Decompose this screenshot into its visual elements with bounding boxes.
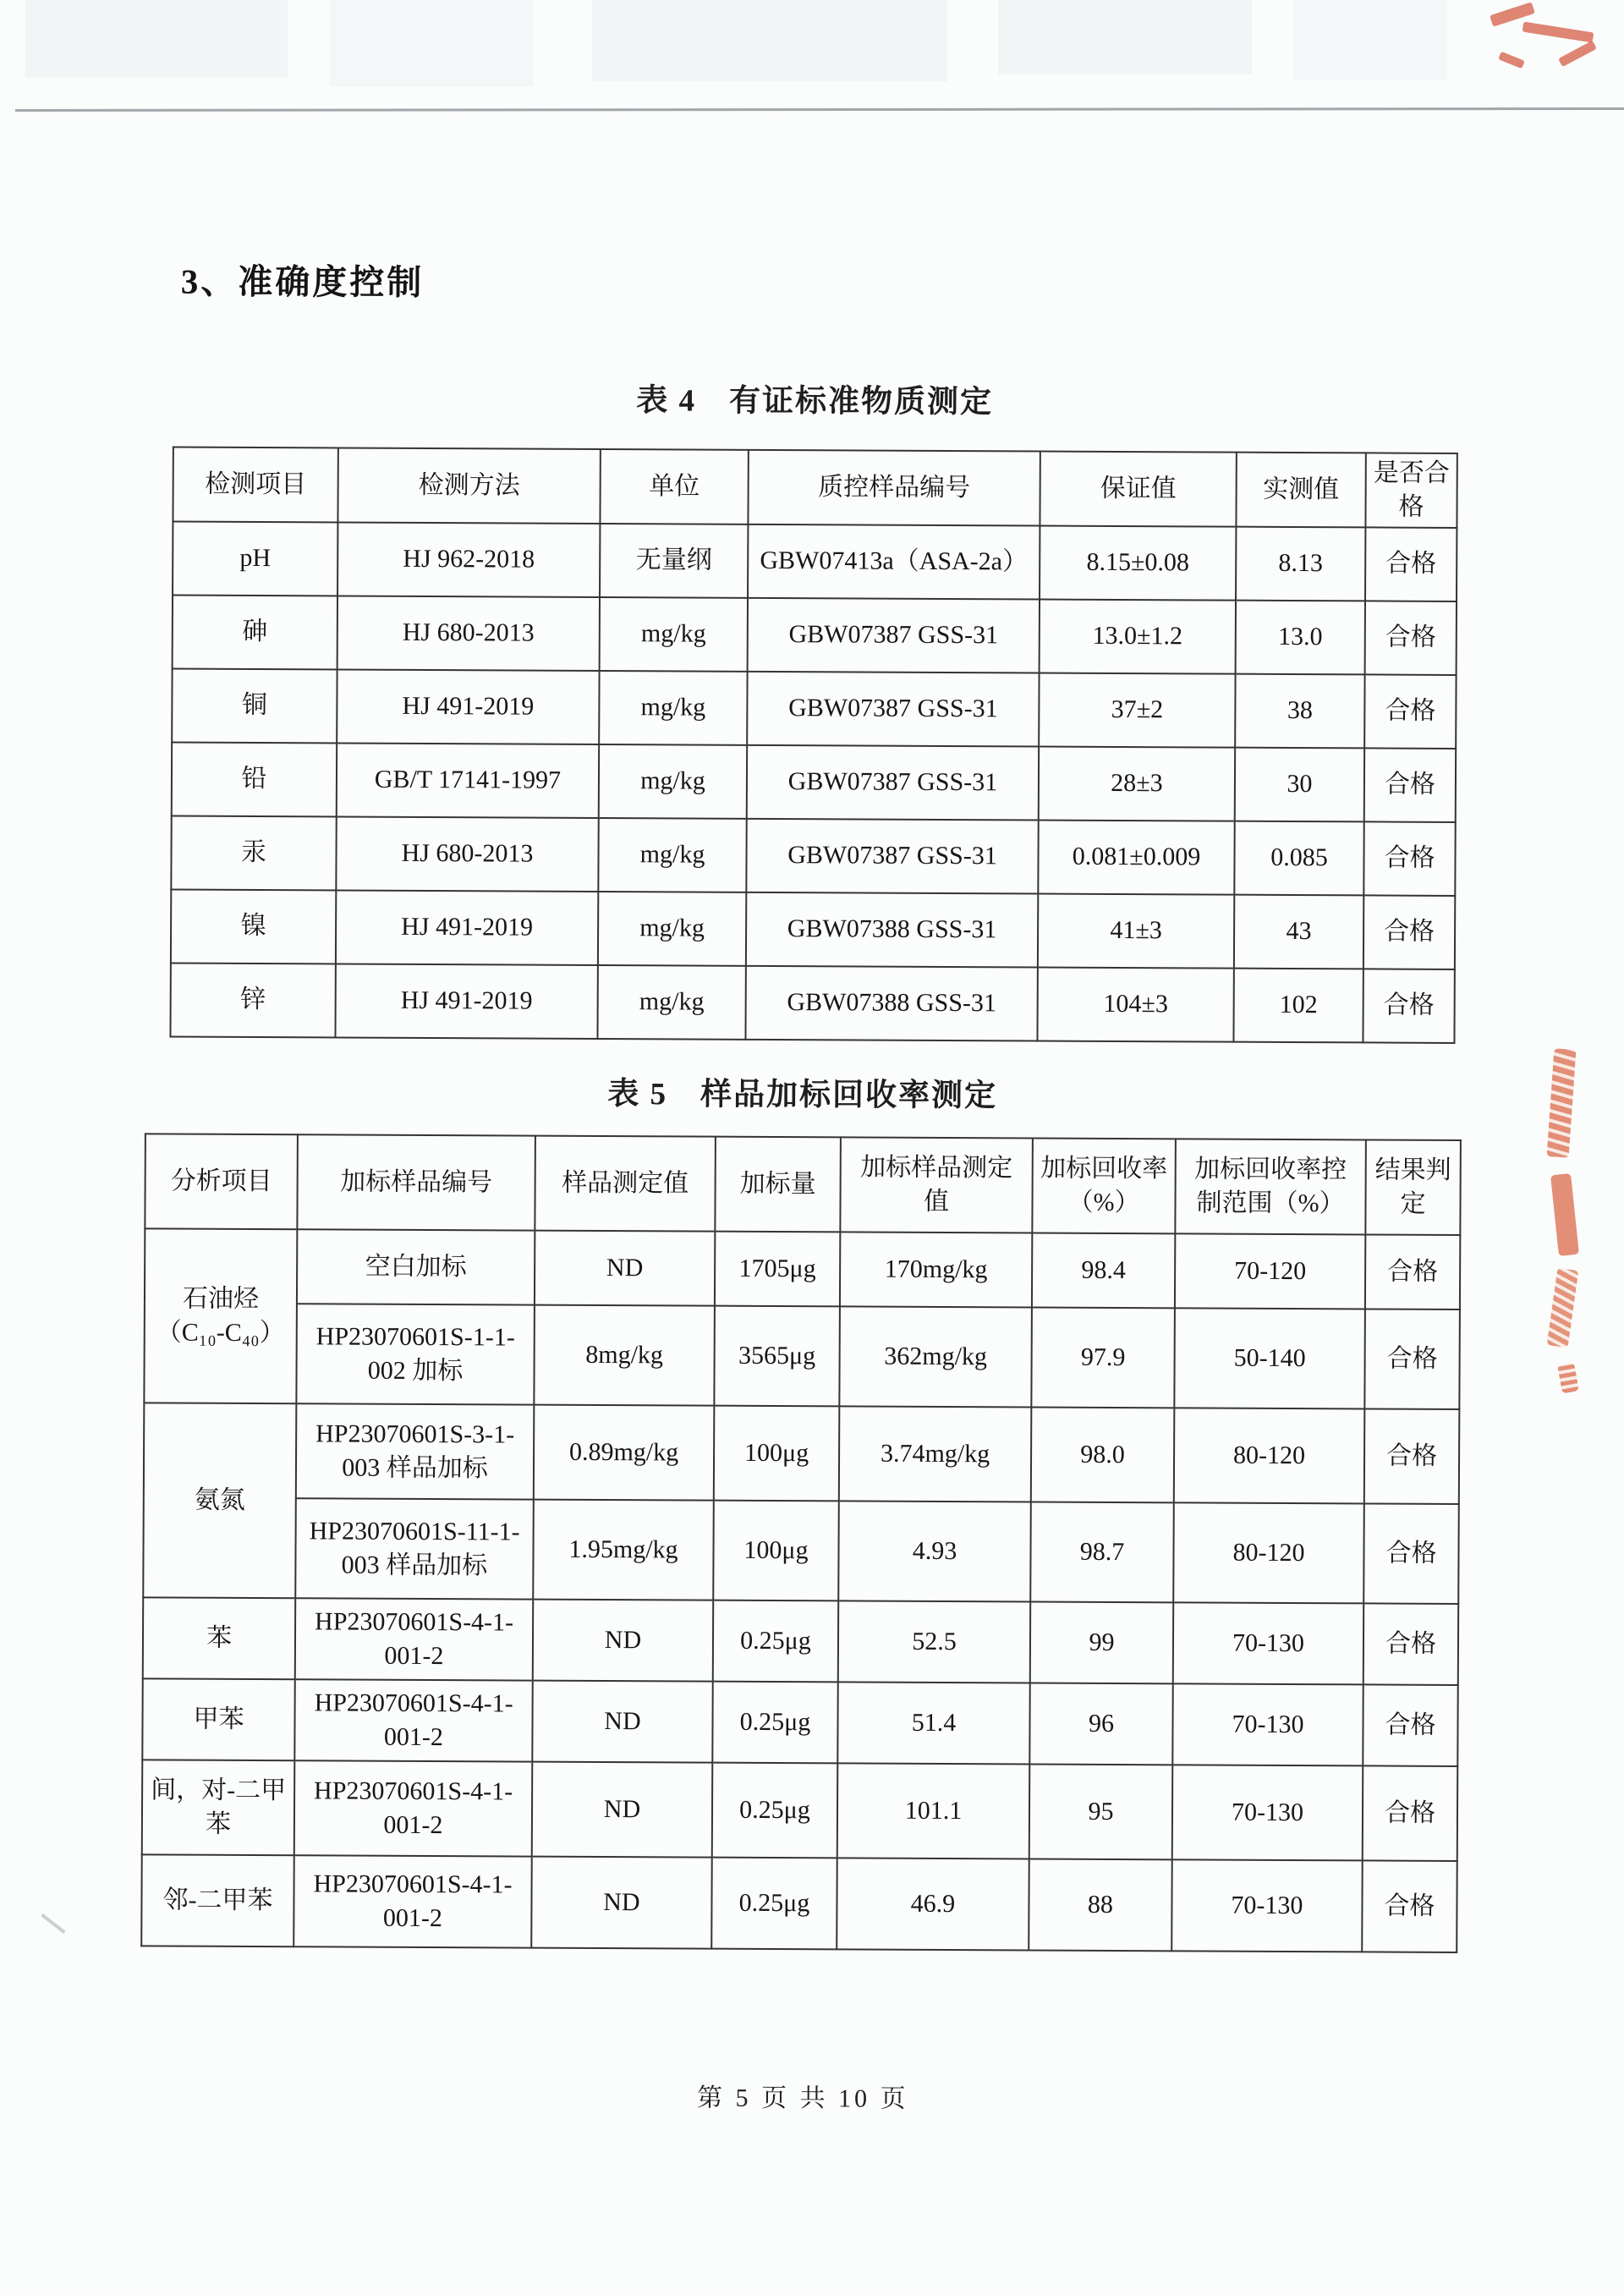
table-cell: 合格 (1363, 1765, 1458, 1861)
table-cell: 98.7 (1030, 1502, 1174, 1603)
table-cell: 0.085 (1234, 821, 1363, 896)
table-cell: 43 (1234, 895, 1363, 969)
table-cell: 98.0 (1031, 1408, 1175, 1503)
table-row (142, 1760, 1458, 1861)
table-cell: ND (533, 1600, 713, 1682)
table5-spike-recovery (140, 1133, 1462, 1953)
table-cell: 铜 (172, 669, 337, 744)
table-cell: 46.9 (837, 1858, 1029, 1950)
table-cell: 37±2 (1039, 673, 1235, 748)
table-cell: 3.74mg/kg (839, 1406, 1032, 1502)
column-header: 检测方法 (337, 447, 600, 524)
column-header: 加标样品测定值 (840, 1137, 1033, 1233)
table-cell: 8mg/kg (534, 1305, 715, 1406)
table-cell: 1.95mg/kg (533, 1500, 714, 1600)
table4-caption: 表 4 有证标准物质测定 (636, 383, 994, 420)
table-cell: mg/kg (600, 597, 748, 672)
table-cell: mg/kg (599, 744, 747, 819)
table-cell: GBW07388 GSS-31 (746, 892, 1038, 968)
table-cell: 70-130 (1172, 1683, 1363, 1765)
column-header: 加标样品编号 (297, 1134, 535, 1230)
table-cell: 70-130 (1173, 1602, 1363, 1684)
analyte-cell: 石油烃（C₁₀-C₄₀） (144, 1228, 297, 1403)
table-cell: GB/T 17141-1997 (337, 743, 599, 818)
table-cell: 100μg (713, 1501, 839, 1601)
table-cell: 51.4 (837, 1682, 1029, 1764)
table-cell: 合格 (1363, 1503, 1459, 1604)
column-header: 质控样品编号 (748, 450, 1040, 526)
table-cell: 合格 (1365, 601, 1457, 675)
table-cell: 0.25μg (711, 1858, 837, 1950)
table-cell: 0.89mg/kg (534, 1405, 715, 1501)
table-row (171, 890, 1455, 969)
table-cell: 3565μg (714, 1306, 840, 1407)
table-cell: ND (531, 1857, 712, 1949)
table-cell: mg/kg (598, 892, 746, 966)
table-row (173, 522, 1457, 601)
table-cell: 镍 (171, 890, 336, 964)
table-cell: HP23070601S-4-1-001-2 (294, 1679, 532, 1761)
table-row (170, 964, 1454, 1043)
column-header: 加标回收率控制范围（%） (1175, 1139, 1366, 1234)
table-row (141, 1854, 1457, 1952)
table-cell: 无量纲 (600, 524, 748, 598)
table-cell: 铅 (172, 743, 337, 817)
table-cell: mg/kg (598, 818, 746, 892)
table-cell: 41±3 (1038, 894, 1234, 969)
table-cell: mg/kg (597, 965, 745, 1040)
table-cell: 合格 (1364, 1309, 1460, 1409)
table-header-row (173, 447, 1457, 528)
table-cell: mg/kg (599, 671, 747, 745)
table-row (145, 1228, 1460, 1309)
table-cell: 汞 (171, 816, 336, 891)
table-cell: 0.25μg (712, 1763, 838, 1859)
table-cell: 38 (1235, 674, 1364, 749)
column-header: 样品测定值 (535, 1136, 716, 1232)
table-cell: HJ 491-2019 (337, 669, 599, 744)
table-cell: 101.1 (837, 1763, 1030, 1859)
table-header-row (145, 1134, 1461, 1235)
table-row (172, 743, 1456, 822)
table-row (173, 596, 1457, 675)
table-cell: 100μg (714, 1406, 840, 1502)
table-cell: 合格 (1365, 1234, 1460, 1309)
table-cell: HP23070601S-4-1-001-2 (295, 1598, 533, 1680)
table-cell: ND (532, 1762, 713, 1858)
table-cell: 合格 (1363, 969, 1454, 1043)
table-cell: HP23070601S-3-1-003 样品加标 (296, 1403, 535, 1499)
table-row (172, 669, 1456, 749)
table-cell: 70-130 (1172, 1765, 1363, 1860)
table-cell: GBW07387 GSS-31 (747, 745, 1039, 821)
table-cell: HJ 491-2019 (335, 964, 597, 1039)
table-cell: 8.13 (1236, 527, 1365, 601)
table-cell: HP23070601S-11-1-003 样品加标 (295, 1498, 534, 1599)
table-cell: ND (535, 1231, 715, 1306)
table-cell: 102 (1233, 969, 1363, 1043)
column-header: 分析项目 (145, 1134, 298, 1229)
table-cell: 170mg/kg (840, 1232, 1032, 1307)
analyte-cell: 邻-二甲苯 (141, 1854, 294, 1946)
table-row (142, 1678, 1457, 1766)
table-cell: 合格 (1364, 1408, 1460, 1504)
table-cell: 4.93 (838, 1501, 1031, 1601)
column-header: 保证值 (1040, 452, 1236, 527)
table-cell: pH (173, 522, 337, 596)
section-heading: 3、准确度控制 (180, 261, 425, 302)
table-cell: 95 (1029, 1765, 1173, 1860)
table-cell: HJ 491-2019 (336, 890, 598, 965)
table-cell: HJ 680-2013 (336, 816, 598, 892)
table-cell: 0.25μg (713, 1600, 838, 1683)
analyte-cell: 甲苯 (142, 1678, 294, 1760)
table-cell: 28±3 (1039, 747, 1235, 821)
table-cell: 合格 (1363, 1684, 1457, 1766)
table-cell: HP23070601S-4-1-001-2 (294, 1760, 533, 1856)
table-cell: 97.9 (1031, 1308, 1175, 1408)
table-row (143, 1597, 1458, 1685)
table-row (143, 1497, 1459, 1604)
column-header: 加标回收率（%） (1032, 1139, 1176, 1234)
table-cell: GBW07387 GSS-31 (746, 819, 1038, 894)
table-cell: 104±3 (1037, 968, 1233, 1042)
table-cell: 52.5 (838, 1600, 1030, 1683)
table-cell: 50-140 (1174, 1308, 1365, 1408)
table-row (144, 1403, 1460, 1504)
column-header: 检测项目 (173, 447, 337, 523)
table-cell: 98.4 (1032, 1233, 1175, 1309)
table-row (144, 1303, 1460, 1409)
table-cell: 99 (1030, 1602, 1173, 1684)
table-cell: HJ 962-2018 (337, 522, 600, 597)
page-number: 第 5 页 共 10 页 (697, 2084, 909, 2113)
table-cell: GBW07387 GSS-31 (747, 672, 1039, 747)
table-cell: 锌 (170, 964, 335, 1038)
table-row (171, 816, 1455, 896)
table-cell: 空白加标 (297, 1229, 535, 1304)
table-cell: GBW07388 GSS-31 (745, 966, 1037, 1041)
table-cell: 合格 (1363, 1603, 1458, 1685)
table-cell: GBW07413a（ASA-2a） (748, 524, 1040, 600)
analyte-cell: 氨氮 (143, 1403, 296, 1598)
table-cell: 合格 (1364, 748, 1456, 822)
table-cell: 8.15±0.08 (1040, 526, 1236, 601)
column-header: 单位 (600, 449, 748, 524)
table-cell: 砷 (173, 596, 337, 670)
table-cell: 80-120 (1173, 1502, 1364, 1603)
table-cell: 1705μg (715, 1232, 840, 1307)
column-header: 实测值 (1236, 453, 1365, 528)
table-cell: 70-120 (1175, 1233, 1365, 1309)
table-cell: 13.0 (1236, 601, 1365, 675)
table-cell: GBW07387 GSS-31 (748, 598, 1040, 673)
table-cell: 88 (1029, 1859, 1172, 1952)
table-cell: ND (532, 1681, 712, 1763)
column-header: 加标量 (715, 1137, 841, 1233)
analyte-cell: 间，对-二甲苯 (142, 1760, 295, 1855)
table5-caption: 表 5 样品加标回收率测定 (607, 1077, 998, 1114)
table-cell: 合格 (1363, 895, 1455, 969)
table-cell: HP23070601S-4-1-001-2 (294, 1855, 532, 1947)
table-cell: 70-130 (1171, 1859, 1363, 1952)
column-header: 结果判定 (1365, 1139, 1461, 1235)
analyte-cell: 苯 (143, 1597, 295, 1679)
table-cell: 合格 (1363, 821, 1455, 896)
table-cell: HP23070601S-1-1-002 加标 (296, 1304, 535, 1404)
table-cell: 96 (1029, 1683, 1172, 1765)
table-cell: 合格 (1364, 674, 1456, 749)
table-cell: HJ 680-2013 (337, 596, 600, 671)
table-cell: 0.081±0.009 (1038, 821, 1234, 895)
table-cell: 合格 (1362, 1860, 1457, 1952)
column-header: 是否合格 (1365, 453, 1457, 528)
table-cell: 362mg/kg (839, 1306, 1032, 1407)
table-cell: 30 (1235, 748, 1364, 822)
table-cell: 80-120 (1174, 1408, 1365, 1503)
table-cell: 合格 (1365, 527, 1457, 601)
table-cell: 13.0±1.2 (1040, 600, 1236, 674)
table-cell: 0.25μg (712, 1682, 837, 1764)
table4-certified-reference-materials (169, 447, 1457, 1044)
